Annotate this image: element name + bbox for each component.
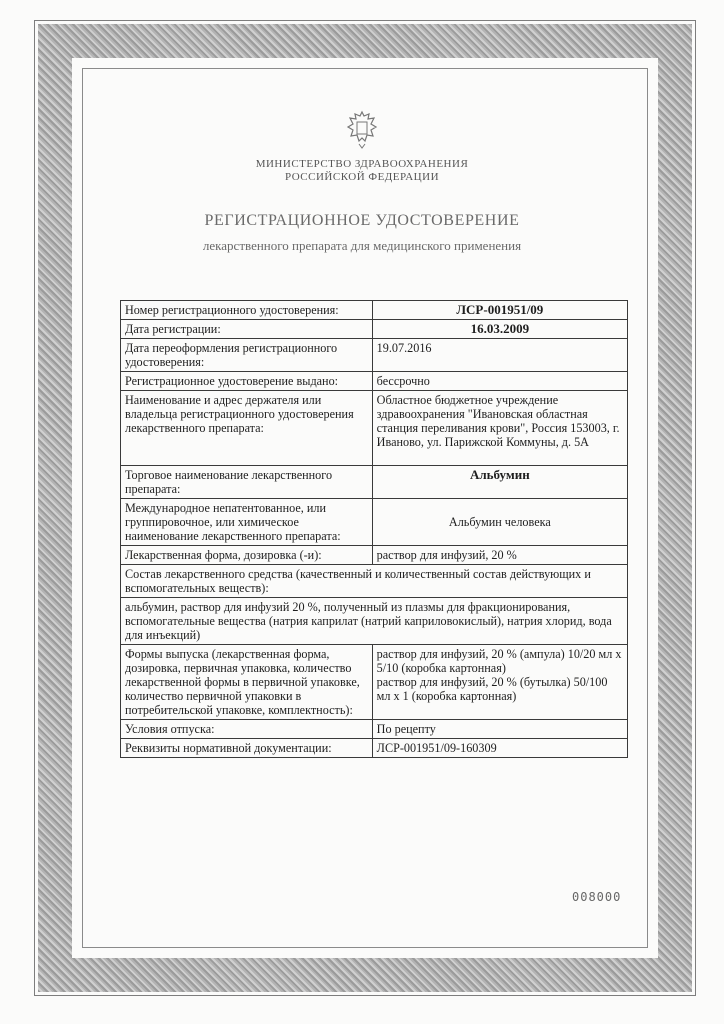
table-row [121,598,628,645]
release-forms-label: Формы выпуска (лекарственная форма, дозировка, первичная упаковка, количество лекарственной формы в первичной упаковке, количество первичной упаковки в потребительской упаковке, комплектность): [121,645,373,720]
trade-name-value: Альбумин [372,466,627,499]
trade-name-label: Торговое наименование лекарственного препарата: [121,466,373,499]
ministry-line-1: МИНИСТЕРСТВО ЗДРАВООХРАНЕНИЯ [255,158,469,170]
registration-table [120,300,628,758]
table-row [121,645,628,720]
reg-number-value: ЛСР-001951/09 [372,301,627,320]
serial-number: 008000 [572,890,622,904]
inn-label: Международное непатентованное, или группировочное, или химическое наименование лекарственного препарата: [121,499,373,546]
reg-date-label: Дата регистрации: [121,320,373,339]
dispensing-value: По рецепту [372,720,627,739]
coat-of-arms-icon [345,110,379,150]
form-label: Лекарственная форма, дозировка (-и): [121,546,373,565]
table-row [121,466,628,499]
dispensing-label: Условия отпуска: [121,720,373,739]
issued-value: бессрочно [372,372,627,391]
form-value: раствор для инфузий, 20 % [372,546,627,565]
table-row [121,320,628,339]
document-title: РЕГИСТРАЦИОННОЕ УДОСТОВЕРЕНИЕ [204,212,520,229]
release-form-2: раствор для инфузий, 20 % (бутылка) 50/100 мл х 1 (коробка картонная) [376,675,608,703]
ministry-line-2: РОССИЙСКОЙ ФЕДЕРАЦИИ [284,171,440,183]
table-row [121,391,628,466]
table-row [121,499,628,546]
table-row [121,739,628,758]
table-row [121,372,628,391]
table-row [121,301,628,320]
reissue-date-value: 19.07.2016 [372,339,627,372]
issued-label: Регистрационное удостоверение выдано: [121,372,373,391]
table-row [121,565,628,598]
normative-value: ЛСР-001951/09-160309 [372,739,627,758]
table-row [121,546,628,565]
release-form-1: раствор для инфузий, 20 % (ампула) 10/20 мл х 5/10 (коробка картонная) [376,647,622,675]
reissue-date-label: Дата переоформления регистрационного удостоверения: [121,339,373,372]
table-row [121,720,628,739]
document-subtitle: лекарственного препарата для медицинского применения [202,238,522,253]
holder-label: Наименование и адрес держателя или владельца регистрационного удостоверения лекарственного препарата: [121,391,373,466]
reg-date-value: 16.03.2009 [372,320,627,339]
reg-number-label: Номер регистрационного удостоверения: [121,301,373,320]
holder-value: Областное бюджетное учреждение здравоохранения "Ивановская областная станция переливания крови", Россия 153003, г. Иваново, ул. Парижской Коммуны, д. 5А [372,391,627,466]
composition-label: Состав лекарственного средства (качественный и количественный состав действующих и вспомогательных веществ): [121,565,628,598]
inn-value: Альбумин человека [372,499,627,546]
table-row [121,339,628,372]
normative-label: Реквизиты нормативной документации: [121,739,373,758]
composition-value: альбумин, раствор для инфузий 20 %, полученный из плазмы для фракционирования, вспомогательные вещества (натрия каприлат (натрий каприловокислый), натрия хлорид, вода для инъекций) [121,598,628,645]
release-forms-value [372,645,627,720]
